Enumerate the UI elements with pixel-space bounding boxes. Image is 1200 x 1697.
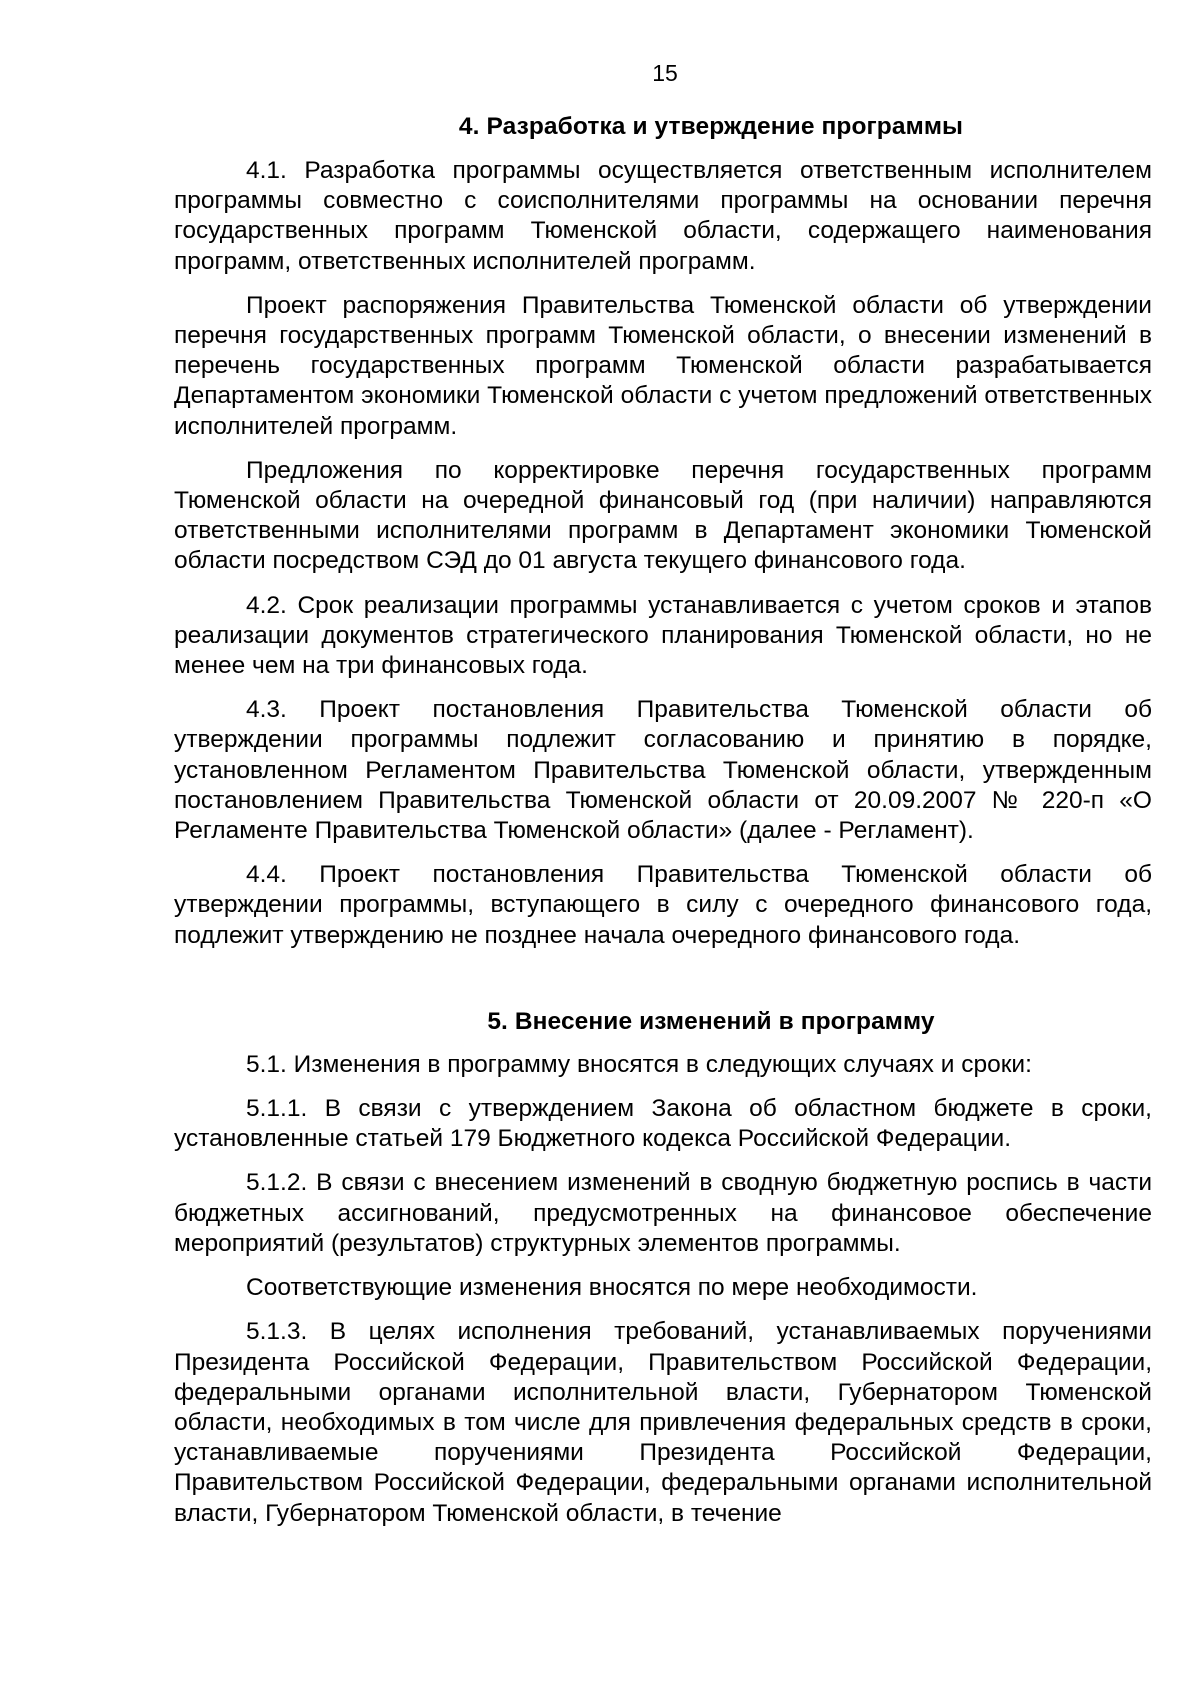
paragraph-4-1-proposals: Предложения по корректировке перечня государственных программ Тюменской области на очередной финансовый год (при наличии) направляются ответственными исполнителями программ в Департамент экономики Тюменской области посредством СЭД до 01 августа текущего финансового года. — [174, 456, 1152, 575]
paragraph-4-4: 4.4. Проект постановления Правительства Тюменской области об утверждении программы, вступающего в силу с очередного финансового года, подлежит утверждению не позднее начала очередного финансового года. — [174, 861, 1152, 949]
paragraph-5-1-2: 5.1.2. В связи с внесением изменений в сводную бюджетную роспись в части бюджетных ассигнований, предусмотренных на финансовое обеспечение мероприятий (результатов) структурных элементов программы. — [174, 1169, 1152, 1257]
paragraph-5-1-1: 5.1.1. В связи с утверждением Закона об областном бюджете в сроки, установленные статьей 179 Бюджетного кодекса Российской Федерации. — [174, 1095, 1152, 1153]
paragraph-5-1: 5.1. Изменения в программу вносятся в следующих случаях и сроки: — [246, 1050, 1032, 1078]
paragraph-4-1: 4.1. Разработка программы осуществляется ответственным исполнителем программы совместно с соисполнителями программы на основании перечня государственных программ Тюменской области, содержащего наименования программ, ответственных исполнителей программ. — [174, 157, 1152, 275]
document-body — [174, 112, 1152, 1529]
paragraph-5-1-2-note: Соответствующие изменения вносятся по мере необходимости. — [246, 1274, 978, 1302]
paragraph-5-1-3: 5.1.3. В целях исполнения требований, устанавливаемых поручениями Президента Российской Федерации, Правительством Российской Федерации, федеральными органами исполнительной власти, Губернатором Тюменской области, необходимых в том числе для привлечения федеральных средств в сроки, устанавливаемые поручениями Президента Российской Федерации, Правительством Российской Федерации, федеральными органами исполнительной власти, Губернатором Тюменской области, в течение — [174, 1318, 1152, 1527]
section-4-title: 4. Разработка и утверждение программы — [458, 113, 964, 140]
page-number: 15 — [652, 60, 678, 86]
section-5-title: 5. Внесение изменений в программу — [487, 1007, 935, 1035]
paragraph-4-1-draft-order: Проект распоряжения Правительства Тюменской области об утверждении перечня государственных программ Тюменской области, о внесении изменений в перечень государственных программ Тюменской области разрабатывается Департаментом экономики Тюменской области с учетом предложений ответственных исполнителей программ. — [174, 291, 1152, 440]
paragraph-4-2: 4.2. Срок реализации программы устанавливается с учетом сроков и этапов реализации документов стратегического планирования Тюменской области, но не менее чем на три финансовых года. — [174, 591, 1152, 680]
paragraph-4-3: 4.3. Проект постановления Правительства Тюменской области об утверждении программы подлежит согласованию и принятию в порядке, установленном Регламентом Правительства Тюменской области, утвержденным постановлением Правительства Тюменской области от 20.09.2007 № 220-п «О Регламенте Правительства Тюменской области» (далее - Регламент). — [174, 696, 1152, 845]
